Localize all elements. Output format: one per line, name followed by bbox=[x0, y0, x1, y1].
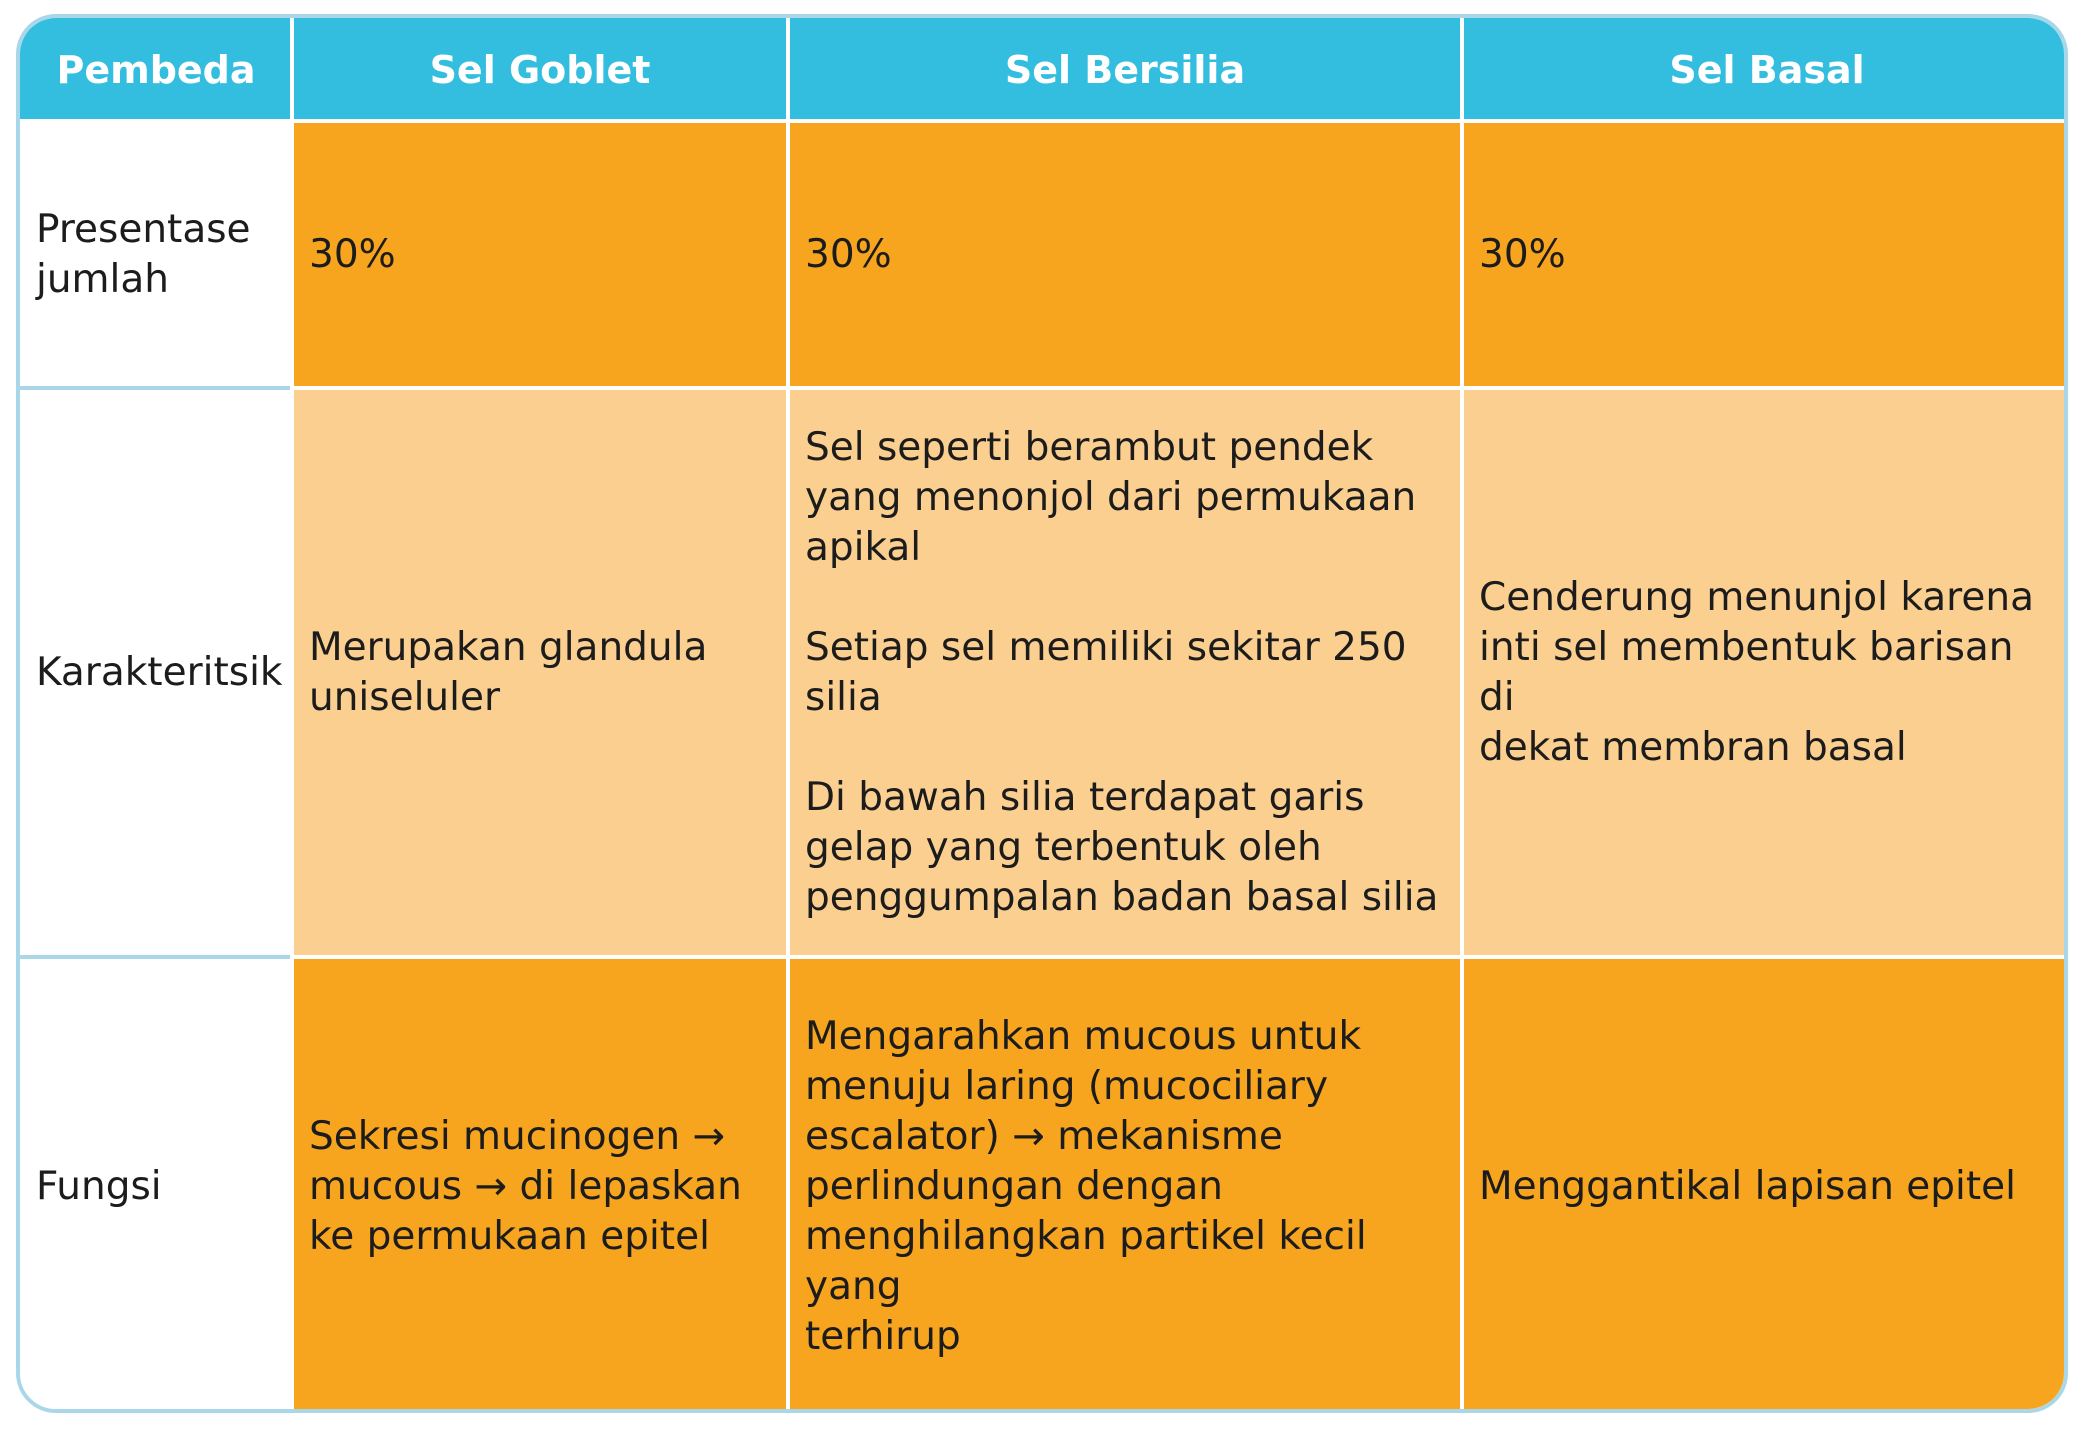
row-label-text: Presentase jumlah bbox=[36, 206, 251, 302]
cell-text: Menggantikal lapisan epitel bbox=[1479, 1164, 2017, 1209]
row-label-karakteristik bbox=[20, 388, 292, 957]
cell-bersilia-fungsi bbox=[788, 957, 1462, 1413]
cell-text: Cenderung menunjol karena inti sel membentuk barisan di dekat membran basal bbox=[1479, 574, 2034, 770]
column-divider bbox=[1460, 18, 1464, 1413]
cell-text: 30% bbox=[805, 231, 892, 277]
row-label-text: Karakteritsik bbox=[36, 649, 283, 695]
comparison-table bbox=[16, 14, 2068, 1413]
cell-goblet-fungsi bbox=[292, 957, 788, 1413]
label-row-divider bbox=[20, 955, 290, 959]
row-label-presentase bbox=[20, 121, 292, 388]
cell-goblet-karakteristik bbox=[292, 388, 788, 957]
cell-paragraph: Di bawah silia terdapat garis gelap yang terbentuk oleh penggumpalan badan basal silia bbox=[805, 774, 1439, 920]
label-row-divider bbox=[20, 386, 290, 390]
cell-text: 30% bbox=[1479, 231, 1566, 277]
cell-paragraph: Setiap sel memiliki sekitar 250 silia bbox=[805, 624, 1407, 720]
cell-bersilia-presentase bbox=[788, 121, 1462, 388]
header-pembeda: Pembeda bbox=[20, 18, 292, 121]
row-divider bbox=[20, 386, 2068, 390]
cell-text: 30% bbox=[309, 231, 396, 277]
cell-basal-karakteristik bbox=[1462, 388, 2068, 957]
row-label-text: Fungsi bbox=[36, 1164, 162, 1209]
row-label-fungsi bbox=[20, 957, 292, 1413]
header-sel-goblet: Sel Goblet bbox=[292, 18, 788, 121]
cell-paragraphs bbox=[805, 423, 1450, 923]
cell-text: Sekresi mucinogen → mucous → di lepaskan ke permukaan epitel bbox=[309, 1114, 742, 1259]
row-divider bbox=[20, 955, 2068, 959]
cell-basal-fungsi bbox=[1462, 957, 2068, 1413]
cell-paragraph: Sel seperti berambut pendek yang menonjol dari permukaan apikal bbox=[805, 424, 1417, 570]
cell-goblet-presentase bbox=[292, 121, 788, 388]
column-divider bbox=[290, 18, 294, 1413]
cell-text: Mengarahkan mucous untuk menuju laring (mucociliary escalator) → mekanisme perlindungan dengan menghilangkan partikel kecil yang terhirup bbox=[805, 1014, 1367, 1359]
header-sel-bersilia: Sel Bersilia bbox=[788, 18, 1462, 121]
cell-basal-presentase bbox=[1462, 121, 2068, 388]
row-divider bbox=[20, 119, 2068, 123]
cell-text: Merupakan glandula uniseluler bbox=[309, 624, 708, 720]
column-divider bbox=[786, 18, 790, 1413]
header-sel-basal: Sel Basal bbox=[1462, 18, 2068, 121]
cell-bersilia-karakteristik bbox=[788, 388, 1462, 957]
